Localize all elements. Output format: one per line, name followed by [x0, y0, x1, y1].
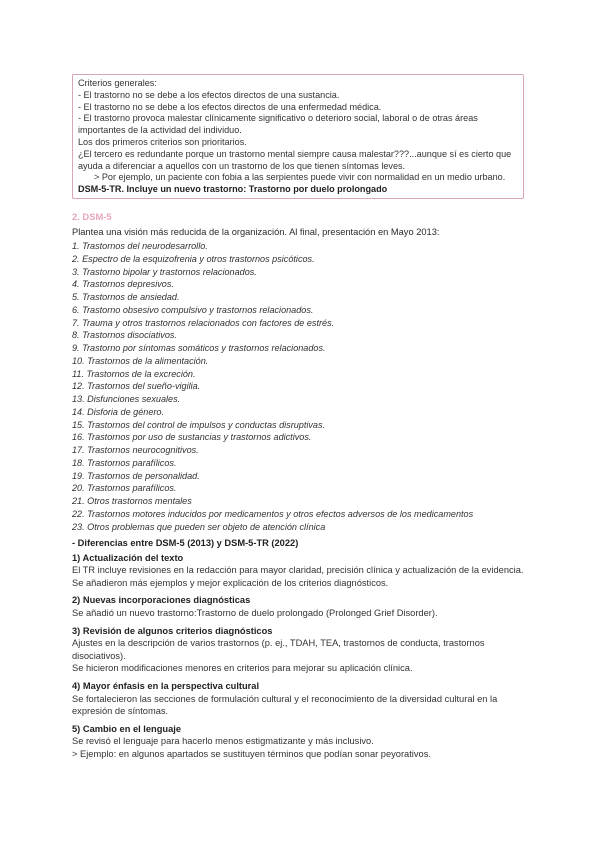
difference-text: Se revisó el lenguaje para hacerlo menos estigmatizante y más inclusivo.	[72, 736, 374, 747]
list-item: 4. Trastornos depresivos.	[72, 279, 174, 290]
list-item: 12. Trastornos del sueño-vigilia.	[72, 381, 201, 392]
difference-text: Se fortalecieron las secciones de formulación cultural y el reconocimiento de la diversidad cultural en la expresión de síntomas.	[72, 693, 498, 717]
list-item: 21. Otros trastornos mentales	[72, 496, 192, 506]
difference-heading: 5) Cambio en el lenguaje	[72, 723, 182, 734]
difference-text: > Ejemplo: en algunos apartados se sustituyen términos que podían sonar peyorativos.	[72, 748, 431, 759]
list-item: 9. Trastorno por síntomas somáticos y trastornos relacionados.	[72, 343, 326, 353]
list-item: 6. Trastorno obsesivo compulsivo y trastornos relacionados.	[72, 304, 314, 315]
list-item: 17. Trastornos neurocognitivos.	[72, 445, 199, 455]
section-intro: Plantea una visión más reducida de la organización. Al final, presentación en Mayo 2013:	[72, 227, 440, 237]
list-item: 20. Trastornos parafílicos.	[72, 483, 177, 494]
list-item: 22. Trastornos motores inducidos por medicamentos y otros efectos adversos de los medicamentos	[72, 508, 474, 519]
difference-text: El TR incluye revisiones en la redacción para mayor claridad, precisión clínica y actualización de la evidencia.	[72, 565, 524, 576]
list-item: 8. Trastornos disociativos.	[72, 330, 177, 341]
difference-text: Se hicieron modificaciones menores en criterios para mejorar su aplicación clínica.	[72, 663, 413, 674]
difference-heading: 1) Actualización del texto	[72, 552, 184, 563]
criteria-line: ¿El tercero es redundante porque un trastorno mental siempre causa malestar???...aunque sí es cierto que ayuda a diferenciar a aquellos con un trastorno de los que tienen síntomas leves.	[78, 148, 512, 171]
differences-section	[72, 537, 530, 761]
list-item: 7. Trauma y otros trastornos relacionados con factores de estrés.	[72, 317, 335, 328]
list-item: 23. Otros problemas que pueden ser objeto de atención clínica	[72, 521, 326, 532]
section-heading: 2. DSM-5	[72, 211, 112, 222]
list-item: 3. Trastorno bipolar y trastornos relacionados.	[72, 266, 257, 277]
tr-note: DSM-5-TR. Incluye un nuevo trastorno: Trastorno por duelo prolongado	[78, 184, 388, 195]
criteria-line: - El trastorno no se debe a los efectos directos de una enfermedad médica.	[78, 101, 382, 112]
criteria-line: - El trastorno no se debe a los efectos directos de una sustancia.	[78, 89, 340, 100]
difference-heading: 2) Nuevas incorporaciones diagnósticas	[72, 595, 251, 606]
difference-heading: 4) Mayor énfasis en la perspectiva cultural	[72, 680, 260, 691]
differences-title: - Diferencias entre DSM-5 (2013) y DSM-5-TR (2022)	[72, 538, 299, 548]
list-item: 5. Trastornos de ansiedad.	[72, 292, 180, 302]
difference-text: Se añadió un nuevo trastorno:Trastorno de duelo prolongado (Prolonged Grief Disorder).	[72, 607, 438, 618]
criteria-line: Los dos primeros criterios son prioritarios.	[78, 136, 247, 147]
difference-text: Se añadieron más ejemplos y mejor explicación de los criterios diagnósticos.	[72, 577, 389, 588]
list-item: 1. Trastornos del neurodesarrollo.	[72, 241, 208, 251]
criteria-example: > Por ejemplo, un paciente con fobia a las serpientes puede vivir con normalidad en un medio urbano.	[94, 172, 506, 183]
list-item: 18. Trastornos parafílicos.	[72, 457, 177, 468]
criteria-line: Criterios generales:	[78, 78, 157, 88]
criteria-box	[72, 74, 524, 199]
disorder-list	[72, 240, 542, 533]
list-item: 14. Disforia de género.	[72, 406, 165, 417]
list-item: 13. Disfunciones sexuales.	[72, 394, 181, 404]
list-item: 10. Trastornos de la alimentación.	[72, 355, 209, 366]
list-item: 15. Trastornos del control de impulsos y conductas disruptivas.	[72, 419, 326, 430]
list-item: 19. Trastornos de personalidad.	[72, 470, 200, 481]
list-item: 16. Trastornos por uso de sustancias y trastornos adictivos.	[72, 432, 312, 443]
criteria-line: - El trastorno provoca malestar clínicamente significativo o deterioro social, laboral o de otras áreas importantes de la actividad del individuo.	[78, 113, 478, 136]
difference-text: Ajustes en la descripción de varios trastornos (p. ej., TDAH, TEA, trastornos de conducta, trastornos disociativos).	[72, 638, 485, 661]
list-item: 2. Espectro de la esquizofrenia y otros trastornos psicóticos.	[72, 253, 315, 264]
difference-heading: 3) Revisión de algunos criterios diagnósticos	[72, 625, 273, 636]
list-item: 11. Trastornos de la excreción.	[72, 368, 196, 379]
